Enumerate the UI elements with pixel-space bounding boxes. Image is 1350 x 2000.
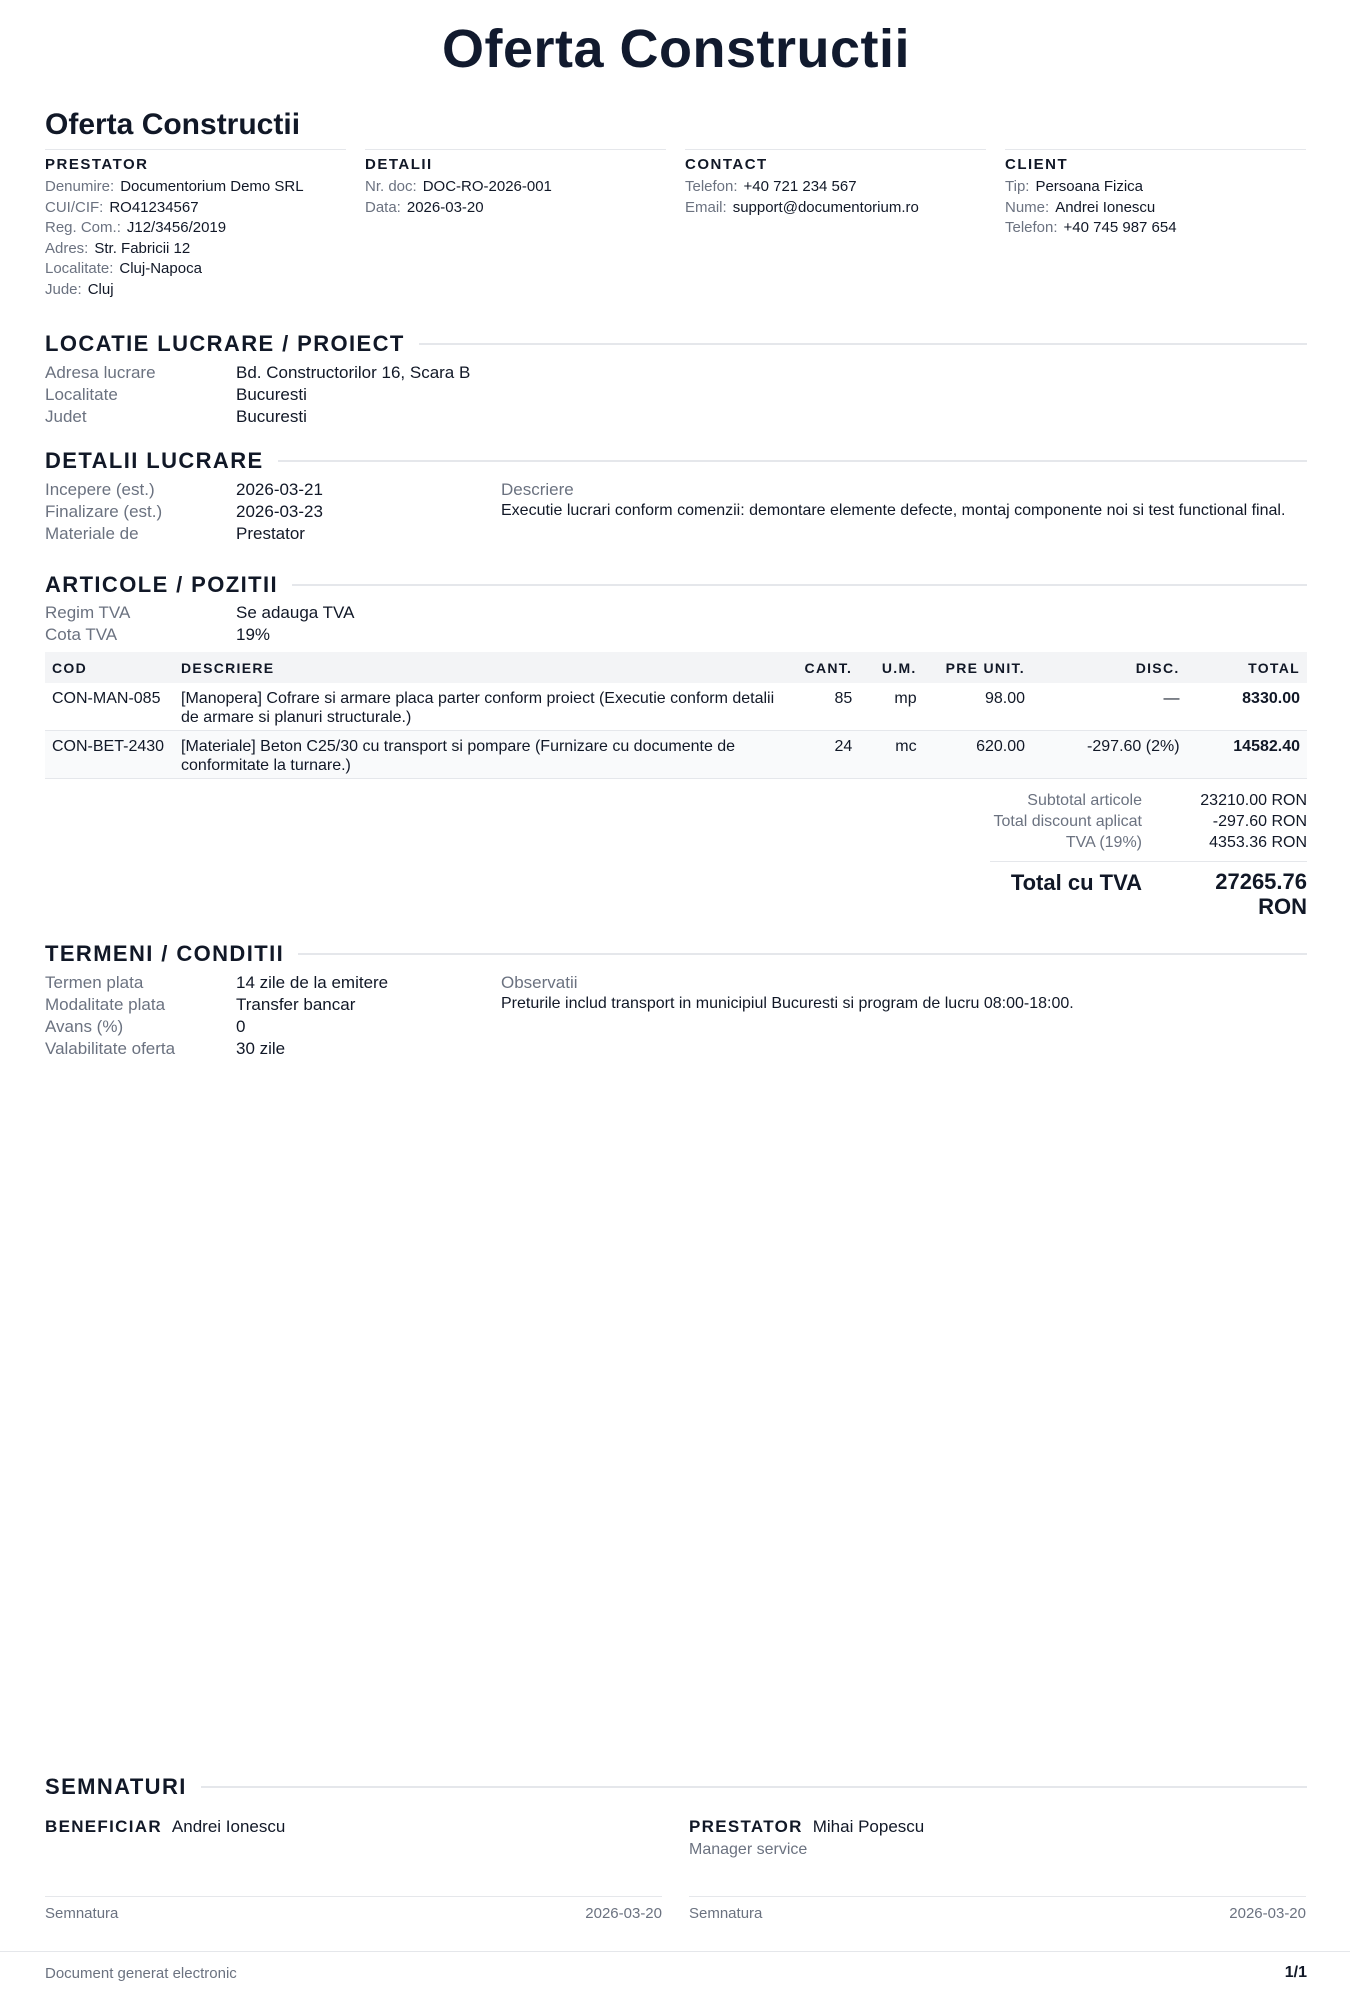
info-key: Localitate: bbox=[45, 260, 114, 277]
signature-header bbox=[45, 1816, 662, 1838]
signature-footer bbox=[45, 1905, 662, 1922]
signature-name: Andrei Ionescu bbox=[171, 1817, 286, 1836]
totals-row bbox=[827, 790, 1307, 811]
signature-position: Manager service bbox=[689, 1841, 808, 1858]
info-key: Email: bbox=[685, 198, 727, 216]
observatii-value: Preturile includ transport in municipiul Bucuresti si program de lucru 08:00-18:00. bbox=[501, 995, 1074, 1012]
info-value: 2026-03-20 bbox=[406, 198, 484, 216]
field-value: 19% bbox=[236, 625, 271, 644]
field-label: Adresa lucrare bbox=[45, 363, 156, 382]
section-title: ARTICOLE / POZITII bbox=[45, 572, 278, 597]
detalii-heading: DETALII bbox=[365, 156, 433, 173]
field-value: 14 zile de la emitere bbox=[236, 973, 389, 992]
item-descriere: [Manopera] Cofrare si armare placa parter conform proiect (Executie conform detalii de armare si planuri structurale.) bbox=[174, 683, 793, 731]
field-label: Regim TVA bbox=[45, 603, 131, 622]
section-locatie bbox=[45, 331, 1307, 357]
grand-total-label: Total cu TVA bbox=[1010, 870, 1142, 895]
column-header: DISC. bbox=[1135, 659, 1180, 676]
document-page bbox=[45, 0, 1307, 2000]
field-row bbox=[45, 479, 323, 501]
field-label: Cota TVA bbox=[45, 625, 118, 644]
tva-value: 4353.36 RON bbox=[1209, 834, 1307, 851]
field-label: Modalitate plata bbox=[45, 995, 166, 1014]
field-value: Bucuresti bbox=[236, 407, 307, 426]
subtotal-label: Subtotal articole bbox=[1027, 792, 1142, 809]
column-header: U.M. bbox=[881, 659, 917, 676]
totals-divider bbox=[990, 861, 1307, 862]
totals-row bbox=[827, 811, 1307, 832]
field-label: Avans (%) bbox=[45, 1017, 124, 1036]
section-title: LOCATIE LUCRARE / PROIECT bbox=[45, 331, 405, 356]
info-key: Adres: bbox=[45, 239, 89, 257]
field-row bbox=[45, 972, 388, 994]
item-um: mp bbox=[859, 683, 923, 731]
item-disc: — bbox=[1032, 683, 1187, 731]
item-cant: 24 bbox=[793, 731, 859, 779]
info-value: Str. Fabricii 12 bbox=[94, 239, 191, 257]
item-descriere: [Materiale] Beton C25/30 cu transport si pompare (Furnizare cu documente de conformitate la turnare.) bbox=[174, 731, 793, 779]
observatii-label: Observatii bbox=[501, 973, 578, 992]
tva-label: TVA (19%) bbox=[1065, 834, 1142, 851]
info-row bbox=[45, 218, 346, 239]
item-total: 8330.00 bbox=[1187, 683, 1307, 731]
field-label: Localitate bbox=[45, 385, 118, 404]
descriere-label: Descriere bbox=[501, 480, 574, 499]
table-header-row bbox=[45, 652, 1307, 683]
column-header: CANT. bbox=[804, 659, 853, 676]
info-value: RO41234567 bbox=[109, 198, 199, 216]
signature-label: Semnatura bbox=[689, 1905, 763, 1922]
termeni-fields bbox=[45, 972, 388, 1060]
info-row bbox=[1005, 218, 1306, 239]
field-value: Prestator bbox=[236, 524, 305, 543]
descriere-block bbox=[501, 479, 1307, 520]
field-row bbox=[45, 501, 323, 523]
section-divider bbox=[278, 460, 1307, 462]
section-divider bbox=[419, 343, 1307, 345]
signature-line[interactable] bbox=[689, 1896, 1306, 1897]
info-row bbox=[1005, 198, 1306, 219]
detalii-lucrare-fields bbox=[45, 479, 323, 545]
locatie-fields bbox=[45, 362, 470, 428]
table-row bbox=[45, 731, 1307, 779]
signature-label: Semnatura bbox=[45, 1905, 119, 1922]
field-row bbox=[45, 994, 388, 1016]
main-title: Oferta Constructii bbox=[441, 19, 911, 79]
info-row bbox=[685, 177, 986, 198]
field-row bbox=[45, 523, 323, 545]
grand-total bbox=[827, 869, 1307, 919]
contact-heading: CONTACT bbox=[685, 156, 768, 173]
items-table bbox=[45, 652, 1307, 779]
item-um: mc bbox=[859, 731, 923, 779]
info-row bbox=[45, 259, 346, 280]
prestator-heading: PRESTATOR bbox=[45, 156, 149, 173]
field-label: Valabilitate oferta bbox=[45, 1039, 176, 1058]
section-articole bbox=[45, 572, 1307, 598]
signature-date: 2026-03-20 bbox=[585, 1905, 662, 1922]
tva-fields bbox=[45, 602, 354, 646]
section-title: SEMNATURI bbox=[45, 1774, 187, 1799]
info-row bbox=[45, 177, 346, 198]
section-divider bbox=[292, 584, 1307, 586]
info-row bbox=[685, 198, 986, 219]
info-key: Nr. doc: bbox=[365, 178, 417, 195]
signature-name: Mihai Popescu bbox=[812, 1817, 925, 1836]
item-cant: 85 bbox=[793, 683, 859, 731]
signature-line[interactable] bbox=[45, 1896, 662, 1897]
field-value: Se adauga TVA bbox=[236, 603, 355, 622]
field-label: Materiale de bbox=[45, 524, 139, 543]
signature-role: BENEFICIAR bbox=[45, 1817, 162, 1836]
signature-beneficiar bbox=[45, 1816, 662, 1922]
descriere-value: Executie lucrari conform comenzii: demontare elemente defecte, montaj componente noi si test functional final. bbox=[501, 502, 1286, 519]
item-pret: 620.00 bbox=[924, 731, 1032, 779]
field-value: Bd. Constructorilor 16, Scara B bbox=[236, 363, 471, 382]
info-key: Telefon: bbox=[685, 178, 738, 195]
grand-total-amount: 27265.76 bbox=[1215, 869, 1307, 894]
field-value: 30 zile bbox=[236, 1039, 286, 1058]
info-key: Nume: bbox=[1005, 198, 1050, 216]
info-value: Persoana Fizica bbox=[1035, 178, 1144, 195]
section-title: TERMENI / CONDITII bbox=[45, 941, 285, 966]
detalii-column bbox=[365, 149, 666, 300]
info-value: +40 745 987 654 bbox=[1063, 219, 1177, 236]
signature-role: PRESTATOR bbox=[689, 1817, 803, 1836]
info-row bbox=[365, 198, 666, 219]
field-row bbox=[45, 1016, 388, 1038]
column-header: COD bbox=[52, 659, 88, 676]
signature-date: 2026-03-20 bbox=[1229, 1905, 1306, 1922]
email-link[interactable]: support@documentorium.ro bbox=[732, 198, 919, 216]
page-number: 1/1 bbox=[1284, 1964, 1307, 1981]
section-detalii-lucrare bbox=[45, 448, 1307, 474]
column-header: DESCRIERE bbox=[181, 659, 275, 676]
observatii-block bbox=[501, 972, 1307, 1013]
info-key: Data: bbox=[365, 198, 401, 216]
section-divider bbox=[298, 953, 1307, 955]
field-value: Bucuresti bbox=[236, 385, 307, 404]
column-header: PRE UNIT. bbox=[945, 659, 1026, 676]
section-termeni bbox=[45, 941, 1307, 967]
totals-row bbox=[827, 832, 1307, 853]
discount-label: Total discount aplicat bbox=[993, 813, 1142, 830]
info-columns bbox=[45, 149, 1307, 300]
field-row bbox=[45, 1038, 388, 1060]
field-label: Judet bbox=[45, 407, 87, 426]
field-row bbox=[45, 602, 354, 624]
field-value: 2026-03-21 bbox=[236, 480, 323, 499]
grand-total-currency: RON bbox=[1258, 894, 1307, 919]
info-key: Tip: bbox=[1005, 178, 1030, 195]
info-value: Cluj-Napoca bbox=[119, 260, 202, 277]
info-row bbox=[1005, 177, 1306, 198]
field-row bbox=[45, 624, 354, 646]
info-row bbox=[365, 177, 666, 198]
item-pret: 98.00 bbox=[924, 683, 1032, 731]
field-row bbox=[45, 362, 470, 384]
field-label: Finalizare (est.) bbox=[45, 502, 163, 521]
discount-value: -297.60 RON bbox=[1212, 813, 1307, 830]
client-heading: CLIENT bbox=[1005, 156, 1069, 173]
info-value: Cluj bbox=[87, 280, 114, 298]
info-key: Telefon: bbox=[1005, 219, 1058, 236]
section-title: DETALII LUCRARE bbox=[45, 448, 264, 473]
totals-block bbox=[827, 790, 1307, 862]
section-divider bbox=[201, 1786, 1307, 1788]
field-label: Incepere (est.) bbox=[45, 480, 155, 499]
subtotal-value: 23210.00 RON bbox=[1200, 792, 1307, 809]
info-value: Andrei Ionescu bbox=[1055, 198, 1156, 216]
footer-note: Document generat electronic bbox=[45, 1965, 237, 1982]
info-value: Documentorium Demo SRL bbox=[120, 178, 304, 195]
table-row bbox=[45, 683, 1307, 731]
grand-total-value bbox=[1142, 869, 1307, 919]
info-row bbox=[45, 239, 346, 260]
info-row bbox=[45, 280, 346, 301]
info-key: Reg. Com.: bbox=[45, 219, 121, 236]
item-cod: CON-MAN-085 bbox=[45, 683, 174, 731]
doc-title: Oferta Constructii bbox=[45, 108, 301, 141]
client-column bbox=[1005, 149, 1306, 300]
field-row bbox=[45, 406, 470, 428]
info-key: CUI/CIF: bbox=[45, 198, 104, 216]
signature-footer bbox=[689, 1905, 1306, 1922]
field-label: Termen plata bbox=[45, 973, 144, 992]
item-disc: -297.60 (2%) bbox=[1032, 731, 1187, 779]
field-value: Transfer bancar bbox=[236, 995, 356, 1014]
info-key: Denumire: bbox=[45, 178, 115, 195]
section-semnaturi bbox=[45, 1774, 1307, 1800]
contact-column bbox=[685, 149, 986, 300]
field-value: 0 bbox=[236, 1017, 246, 1036]
field-value: 2026-03-23 bbox=[236, 502, 323, 521]
item-total: 14582.40 bbox=[1187, 731, 1307, 779]
item-cod: CON-BET-2430 bbox=[45, 731, 174, 779]
prestator-column bbox=[45, 149, 346, 300]
signature-header bbox=[689, 1816, 1306, 1838]
field-row bbox=[45, 384, 470, 406]
footer-divider bbox=[0, 1951, 1350, 1952]
info-row bbox=[45, 198, 346, 219]
signature-prestator bbox=[689, 1816, 1306, 1922]
info-key: Jude: bbox=[45, 280, 82, 298]
phone-value[interactable]: +40 721 234 567 bbox=[743, 178, 857, 195]
info-value: J12/3456/2019 bbox=[126, 219, 227, 236]
info-value: DOC-RO-2026-001 bbox=[422, 178, 552, 195]
column-header: TOTAL bbox=[1248, 659, 1300, 676]
